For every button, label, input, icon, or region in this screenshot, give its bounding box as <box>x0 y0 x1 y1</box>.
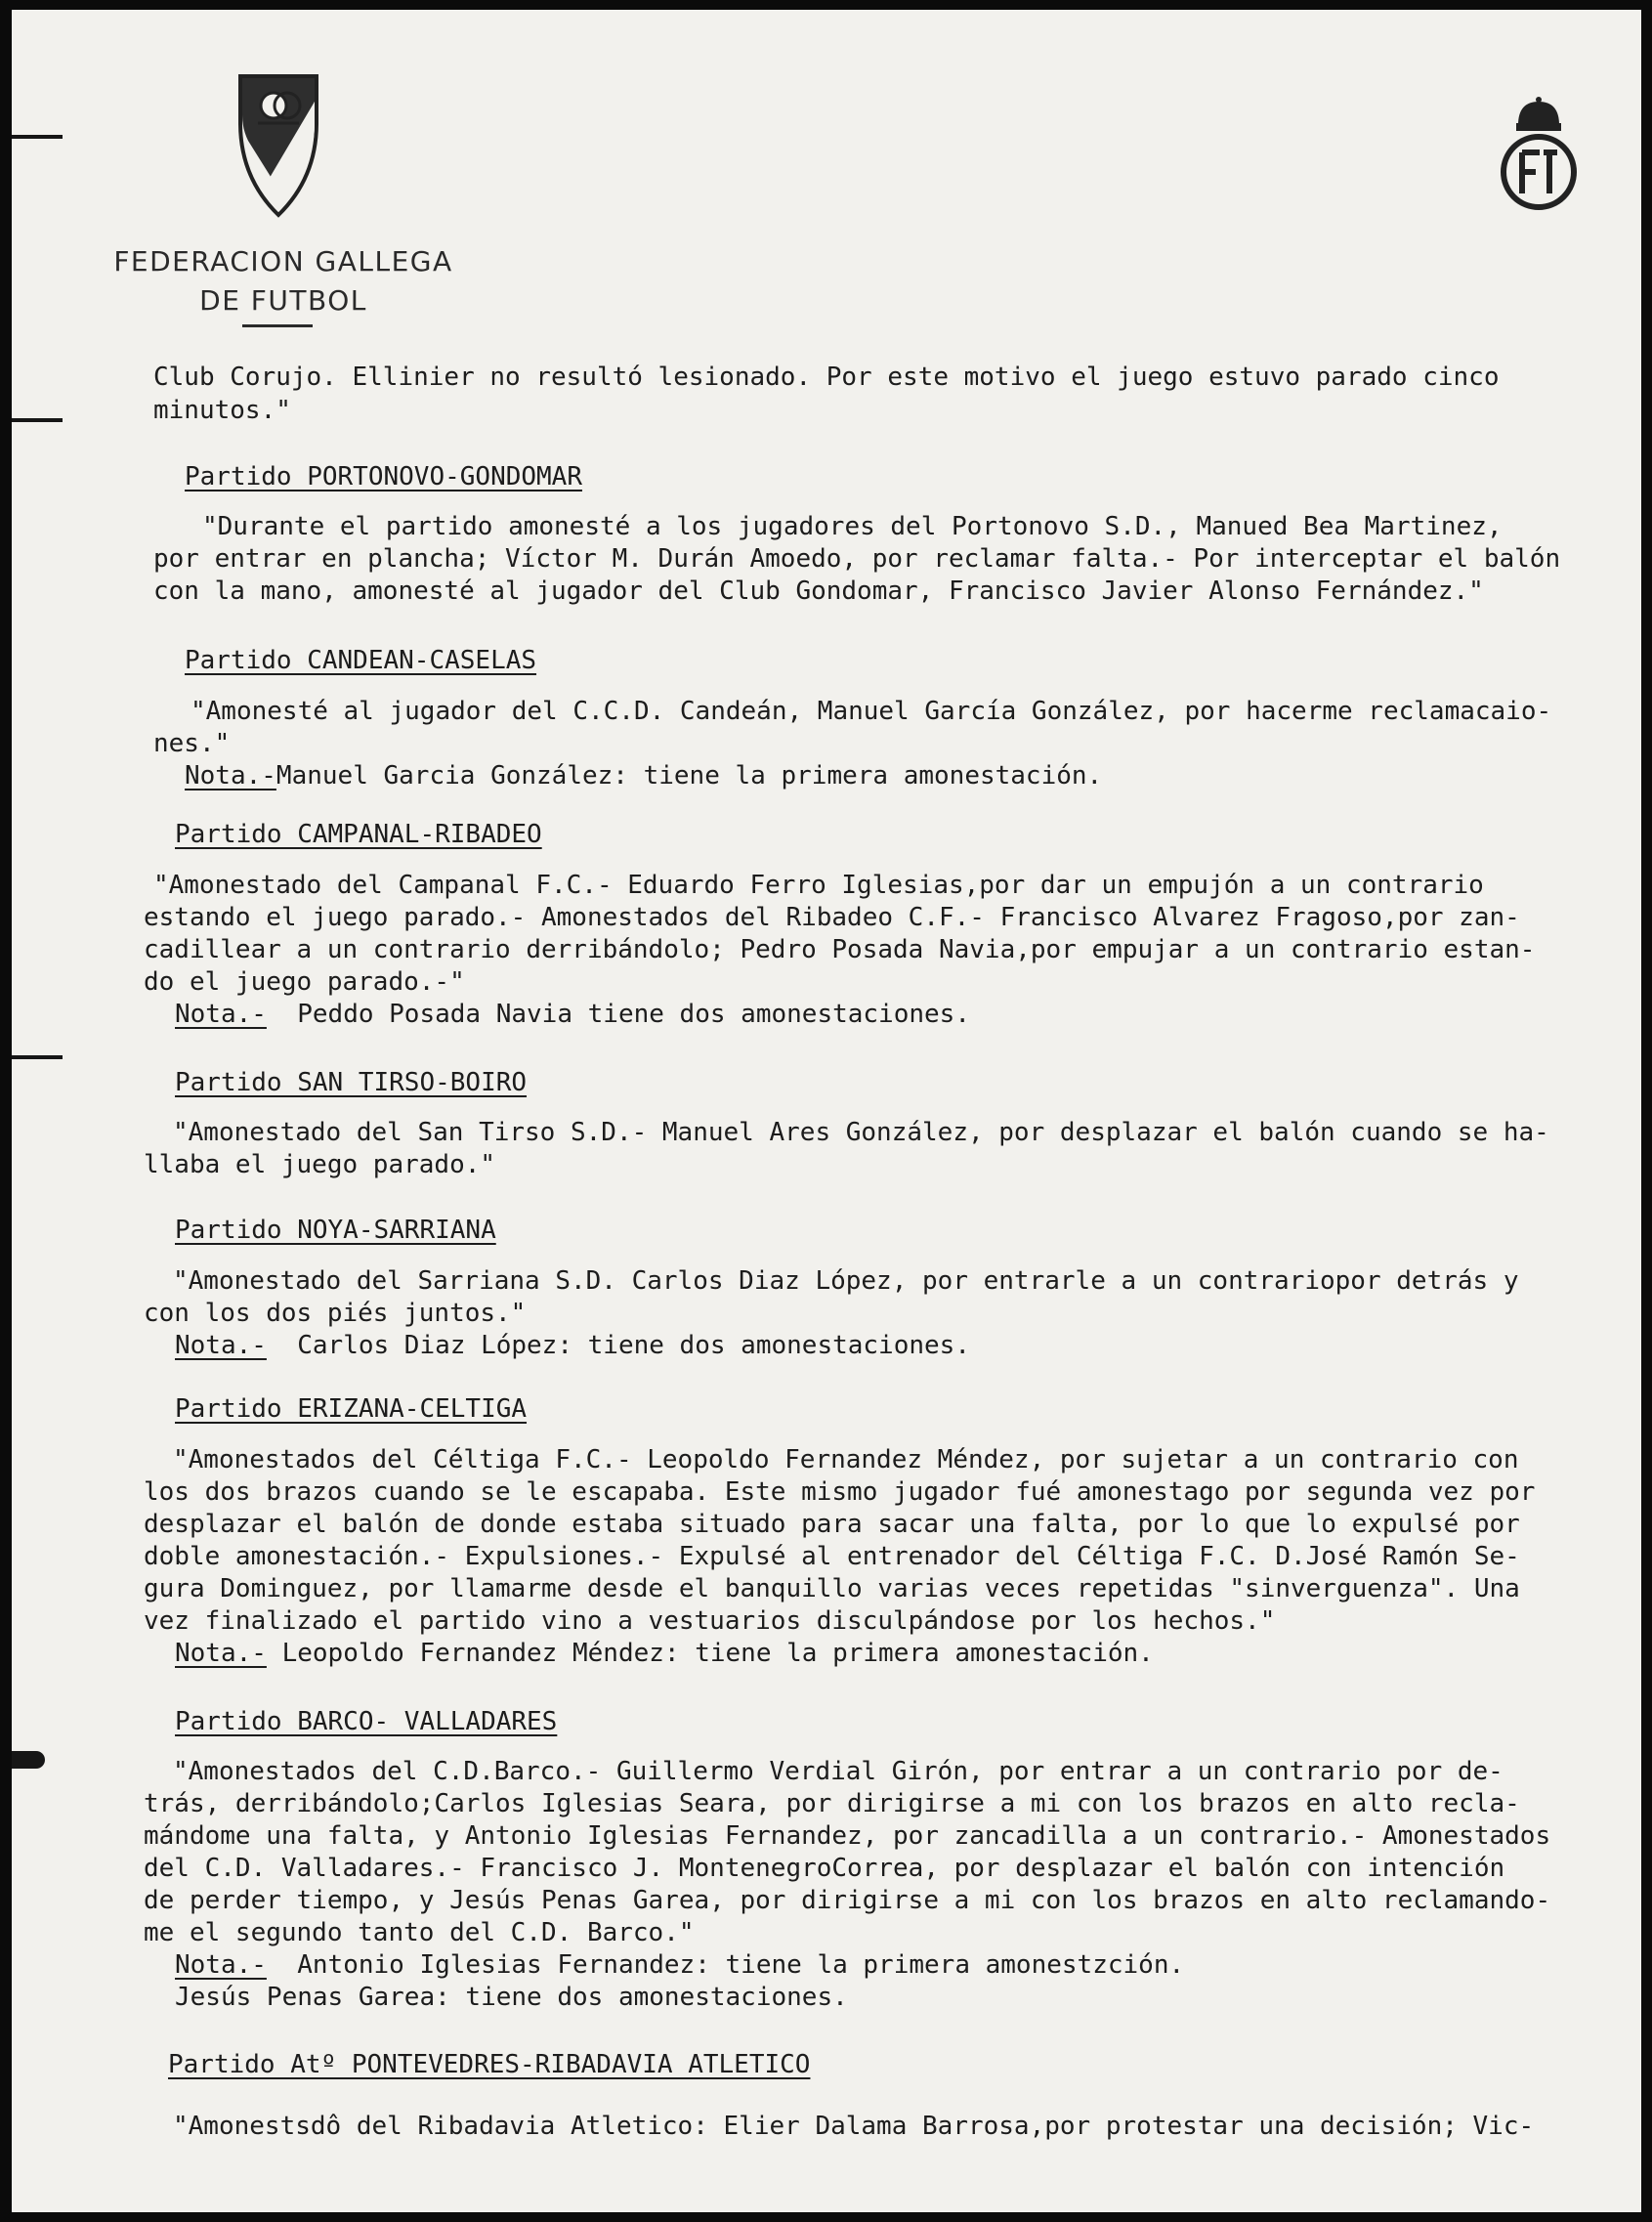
body-line: "Amonesté al jugador del C.C.D. Candeán, Manuel García González, por hacerme reclamacaio- <box>191 697 1552 726</box>
nota-text: Carlos Diaz López: tiene dos amonestaciones. <box>266 1331 970 1360</box>
body-line: Club Corujo. Ellinier no resultó lesionado. Por este motivo el juego estuvo parado cinco <box>153 363 1500 392</box>
body-line: "Amonestado del Sarriana S.D. Carlos Diaz López, por entrarle a un contrariopor detrás y <box>173 1266 1519 1296</box>
match-heading: Partido Atº PONTEVEDRES-RIBADAVIA ATLETICO <box>168 2050 811 2079</box>
body-line: con los dos piés juntos." <box>144 1299 527 1328</box>
body-line: llaba el juego parado." <box>144 1150 496 1179</box>
match-heading: Partido ERIZANA-CELTIGA <box>175 1394 528 1424</box>
body-line: minutos." <box>153 396 291 425</box>
body-line: trás, derribándolo;Carlos Iglesias Seara, por dirigirse a mi con los brazos en alto recla- <box>144 1789 1520 1818</box>
nota-label: Nota.- <box>175 1000 267 1029</box>
nota-text: Leopoldo Fernandez Méndez: tiene la primera amonestación. <box>266 1639 1154 1668</box>
body-line: con la mano, amonesté al jugador del Club Gondomar, Francisco Javier Alonso Fernández." <box>153 577 1484 606</box>
body-line: del C.D. Valladares.- Francisco J. MontenegroCorrea, por desplazar el balón con intención <box>144 1854 1505 1883</box>
match-heading: Partido CAMPANAL-RIBADEO <box>175 820 542 849</box>
body-line: gura Dominguez, por llamarme desde el banquillo varias veces repetidas "sinverguenza". Una <box>144 1574 1520 1603</box>
nota-line <box>175 999 970 1031</box>
body-line: do el juego parado.-" <box>144 967 465 997</box>
nota-line <box>185 760 1102 792</box>
nota-line <box>175 1982 848 2014</box>
spanish-federation-crest-logo <box>1495 96 1583 223</box>
body-line: "Amonestado del San Tirso S.D.- Manuel Ares González, por desplazar el balón cuando se ha- <box>173 1118 1549 1147</box>
nota-label: Nota.- <box>175 1639 267 1668</box>
nota-label: Nota.- <box>175 1950 267 1980</box>
body-line: "Amonestado del Campanal F.C.- Eduardo Ferro Iglesias,por dar un empujón a un contrario <box>153 871 1484 900</box>
match-heading: Partido SAN TIRSO-BOIRO <box>175 1068 528 1097</box>
nota-text: Jesús Penas Garea: tiene dos amonestaciones. <box>175 1983 848 2012</box>
body-line: por entrar en plancha; Víctor M. Durán Amoedo, por reclamar falta.- Por interceptar el balón <box>153 544 1561 574</box>
document-page <box>12 10 1641 2212</box>
body-line: mándome una falta, y Antonio Iglesias Fernandez, por zancadilla a un contrario.- Amonestados <box>144 1821 1551 1851</box>
nota-label: Nota.- <box>185 761 276 791</box>
body-line: "Durante el partido amonesté a los jugadores del Portonovo S.D., Manued Bea Martinez, <box>202 512 1503 541</box>
body-line: desplazar el balón de donde estaba situado para sacar una falta, por lo que lo expulsé por <box>144 1510 1520 1539</box>
nota-line <box>175 1638 1154 1670</box>
match-heading: Partido CANDEAN-CASELAS <box>185 646 537 675</box>
header-rule <box>242 324 313 327</box>
body-line: de perder tiempo, y Jesús Penas Garea, por dirigirse a mi con los brazos en alto reclamando- <box>144 1886 1551 1915</box>
match-heading: Partido BARCO- VALLADARES <box>175 1707 558 1736</box>
federation-shield-logo <box>234 72 322 219</box>
federation-name <box>88 242 479 320</box>
body-line: los dos brazos cuando se le escapaba. Este mismo jugador fué amonestago por segunda vez por <box>144 1477 1536 1507</box>
nota-text: Peddo Posada Navia tiene dos amonestaciones. <box>266 1000 970 1029</box>
body-line: vez finalizado el partido vino a vestuarios disculpándose por los hechos." <box>144 1606 1276 1636</box>
body-line: "Amonestados del Céltiga F.C.- Leopoldo Fernandez Méndez, por sujetar a un contrario con <box>173 1445 1519 1474</box>
body-line: doble amonestación.- Expulsiones.- Expulsé al entrenador del Céltiga F.C. D.José Ramón Se- <box>144 1542 1520 1571</box>
nota-text: Manuel Garcia González: tiene la primera amonestación. <box>275 761 1103 791</box>
federation-name-line-1: FEDERACION GALLEGA <box>113 245 453 278</box>
federation-name-line-2: DE FUTBOL <box>199 284 367 317</box>
nota-label: Nota.- <box>175 1331 267 1360</box>
body-line: nes." <box>153 729 231 758</box>
body-line: me el segundo tanto del C.D. Barco." <box>144 1918 695 1947</box>
nota-text: Antonio Iglesias Fernandez: tiene la primera amonestzción. <box>266 1950 1185 1980</box>
match-heading: Partido NOYA-SARRIANA <box>175 1216 496 1245</box>
nota-line <box>175 1949 1184 1982</box>
body-line: "Amonestados del C.D.Barco.- Guillermo Verdial Girón, por entrar a un contrario por de- <box>173 1757 1504 1786</box>
match-heading: Partido PORTONOVO-GONDOMAR <box>185 462 582 491</box>
body-line: cadillear a un contrario derribándolo; Pedro Posada Navia,por empujar a un contrario estan- <box>144 935 1536 964</box>
body-line: "Amonestsdô del Ribadavia Atletico: Elier Dalama Barrosa,por protestar una decisión; Vic- <box>173 2112 1535 2141</box>
nota-line <box>175 1330 970 1362</box>
body-line: estando el juego parado.- Amonestados del Ribadeo C.F.- Francisco Alvarez Fragoso,por zan- <box>144 903 1520 932</box>
